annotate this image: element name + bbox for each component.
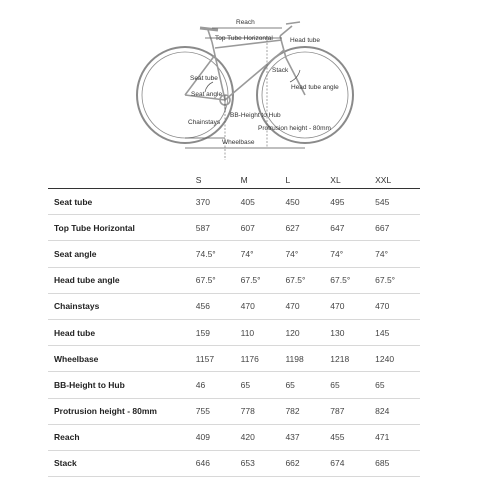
table-header-row <box>48 172 420 189</box>
table-cell: 470 <box>330 293 375 319</box>
table-cell: 67.5° <box>241 267 286 293</box>
table-row <box>48 398 420 424</box>
table-cell: 370 <box>196 189 241 215</box>
row-label: Reach <box>48 424 196 450</box>
table-row <box>48 372 420 398</box>
table-cell: 437 <box>285 424 330 450</box>
table-cell: 74° <box>330 241 375 267</box>
table-cell: 647 <box>330 215 375 241</box>
table-cell: 787 <box>330 398 375 424</box>
table-cell: 646 <box>196 450 241 476</box>
table-cell: 1218 <box>330 346 375 372</box>
table-cell: 67.5° <box>196 267 241 293</box>
table-cell: 67.5° <box>285 267 330 293</box>
geometry-table <box>48 172 420 477</box>
table-row <box>48 293 420 319</box>
label-head-tube: Head tube <box>290 37 320 44</box>
table-cell: 1240 <box>375 346 420 372</box>
bike-geometry-diagram <box>0 0 500 165</box>
table-cell: 470 <box>241 293 286 319</box>
geometry-table-body <box>48 189 420 477</box>
table-row <box>48 267 420 293</box>
header-empty <box>48 172 196 189</box>
row-label: BB-Height to Hub <box>48 372 196 398</box>
label-seat-tube: Seat tube <box>190 75 218 82</box>
header-size: M <box>241 172 286 189</box>
table-cell: 667 <box>375 215 420 241</box>
table-cell: 74° <box>375 241 420 267</box>
table-row <box>48 215 420 241</box>
row-label: Chainstays <box>48 293 196 319</box>
label-wheelbase: Wheelbase <box>222 139 255 146</box>
table-cell: 110 <box>241 319 286 345</box>
table-cell: 74° <box>241 241 286 267</box>
table-cell: 782 <box>285 398 330 424</box>
table-cell: 65 <box>330 372 375 398</box>
table-cell: 46 <box>196 372 241 398</box>
label-reach: Reach <box>236 19 255 26</box>
table-cell: 545 <box>375 189 420 215</box>
table-cell: 495 <box>330 189 375 215</box>
table-cell: 65 <box>241 372 286 398</box>
table-cell: 1157 <box>196 346 241 372</box>
row-label: Protrusion height - 80mm <box>48 398 196 424</box>
table-cell: 405 <box>241 189 286 215</box>
table-cell: 420 <box>241 424 286 450</box>
header-size: L <box>285 172 330 189</box>
table-row <box>48 319 420 345</box>
header-size: S <box>196 172 241 189</box>
label-chainstays: Chainstays <box>188 119 221 126</box>
table-cell: 755 <box>196 398 241 424</box>
table-cell: 65 <box>285 372 330 398</box>
table-cell: 778 <box>241 398 286 424</box>
table-cell: 74° <box>285 241 330 267</box>
label-bb-height-to-hub: BB-Height to Hub <box>230 112 281 119</box>
table-cell: 159 <box>196 319 241 345</box>
row-label: Head tube angle <box>48 267 196 293</box>
label-seat-angle: Seat angle <box>191 91 223 98</box>
table-cell: 67.5° <box>330 267 375 293</box>
label-protrusion-height: Protrusion height - 80mm <box>258 125 331 132</box>
table-cell: 824 <box>375 398 420 424</box>
row-label: Seat angle <box>48 241 196 267</box>
table-cell: 455 <box>330 424 375 450</box>
table-cell: 470 <box>375 293 420 319</box>
row-label: Seat tube <box>48 189 196 215</box>
label-stack: Stack <box>272 67 289 74</box>
header-size: XL <box>330 172 375 189</box>
table-cell: 65 <box>375 372 420 398</box>
table-cell: 130 <box>330 319 375 345</box>
table-row <box>48 424 420 450</box>
table-cell: 653 <box>241 450 286 476</box>
table-cell: 471 <box>375 424 420 450</box>
table-row <box>48 241 420 267</box>
table-cell: 627 <box>285 215 330 241</box>
label-head-tube-angle: Head tube angle <box>291 84 339 91</box>
table-cell: 145 <box>375 319 420 345</box>
table-cell: 685 <box>375 450 420 476</box>
row-label: Top Tube Horizontal <box>48 215 196 241</box>
header-size: XXL <box>375 172 420 189</box>
table-row <box>48 189 420 215</box>
table-cell: 456 <box>196 293 241 319</box>
table-cell: 662 <box>285 450 330 476</box>
table-cell: 74.5° <box>196 241 241 267</box>
label-top-tube-horizontal: Top Tube Horizontal <box>215 35 273 42</box>
table-cell: 409 <box>196 424 241 450</box>
row-label: Wheelbase <box>48 346 196 372</box>
table-cell: 1176 <box>241 346 286 372</box>
table-cell: 67.5° <box>375 267 420 293</box>
table-row <box>48 346 420 372</box>
row-label: Head tube <box>48 319 196 345</box>
table-cell: 674 <box>330 450 375 476</box>
table-row <box>48 450 420 476</box>
table-cell: 450 <box>285 189 330 215</box>
table-cell: 587 <box>196 215 241 241</box>
table-cell: 120 <box>285 319 330 345</box>
row-label: Stack <box>48 450 196 476</box>
table-cell: 470 <box>285 293 330 319</box>
table-cell: 1198 <box>285 346 330 372</box>
table-cell: 607 <box>241 215 286 241</box>
